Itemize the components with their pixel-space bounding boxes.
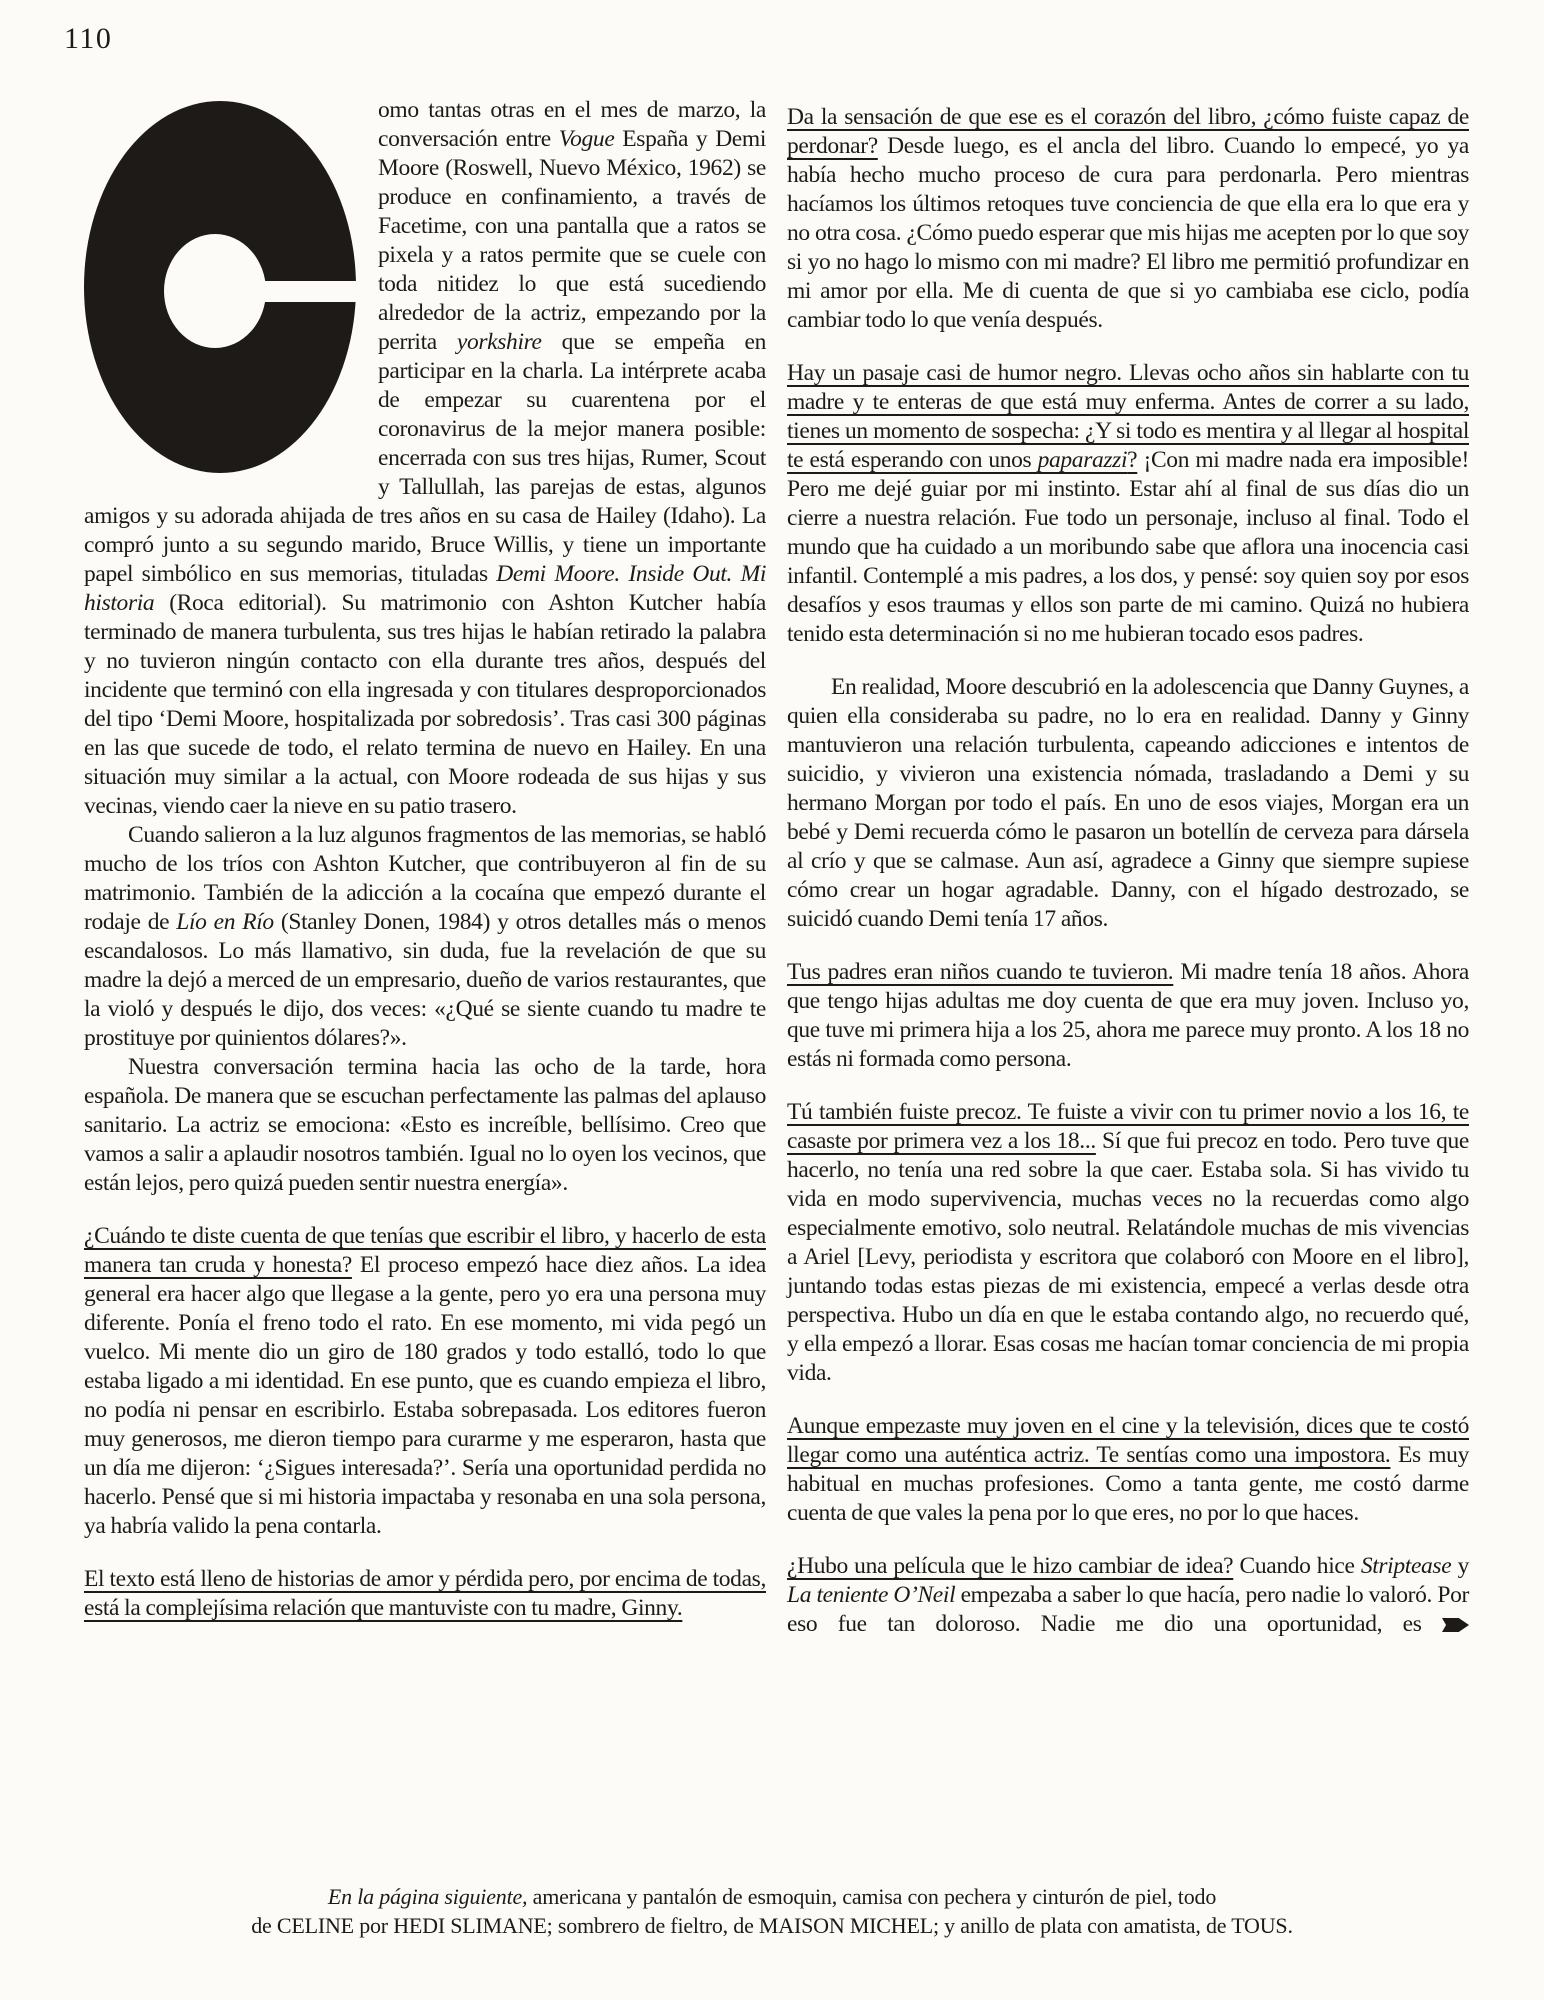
drop-cap-c-icon — [84, 101, 356, 473]
intro-paragraph — [84, 96, 766, 821]
continued-on-next-page-arrow-icon — [1442, 1618, 1469, 1632]
question-paragraph: El texto está lleno de historias de amor y pérdida pero, por encima de todas, está la complejísima relación que mantuviste con tu madre, Ginny. — [84, 1566, 766, 1621]
qa-paragraph: Tú también fuiste precoz. Te fuiste a vivir con tu primer novio a los 16, te casaste por primera vez a los 18... Sí que fui precoz en todo. Pero tuve que hacerlo, no tenía una red sobre la que caer. Estaba sola. Si has vivido tu vida en modo supervivencia, muchas veces no la recuerdas como algo especialmente emotivo, solo neutral. Relatándole muchas de mis vivencias a Ariel [Levy, periodista y escritora que colaboró con Moore en el libro], juntando todas estas piezas de mi existencia, empecé a verlas desde otra perspectiva. Hubo un día en que le estaba contando algo, no recuerdo qué, y ella empezó a llorar. Esas cosas me hacían tomar conciencia de mi propia vida. — [787, 1099, 1470, 1386]
qa-paragraph-continued — [787, 1552, 1469, 1639]
narration-paragraph: Nuestra conversación termina hacia las ocho de la tarde, hora española. De manera que se escuchan perfectamente las palmas del aplauso sanitario. La actriz se emociona: «Esto es increíble, bellísimo. Creo que vamos a salir a aplaudir nosotros también. Igual no lo oyen los vecinos, que están lejos, pero quizá pueden sentir nuestra energía». — [84, 1054, 766, 1196]
qa-paragraph: Tus padres eran niños cuando te tuvieron. Mi madre tenía 18 años. Ahora que tengo hijas adultas me doy cuenta de que era muy joven. Incluso yo, que tuve mi primera hija a los 25, ahora me parece muy pronto. A los 18 no estás ni formada como persona. — [787, 959, 1469, 1072]
qa-text: ¿Hubo una película que le hizo cambiar de idea? Cuando hice Striptease y La teniente O’Neil empezaba a saber lo que hacía, pero nadie lo valoró. Por eso fue tan doloroso. Nadie me dio una oportunidad, es — [787, 1553, 1469, 1637]
page-number: 110 — [64, 22, 113, 55]
narration-paragraph: En realidad, Moore descubrió en la adolescencia que Danny Guynes, a quien ella consideraba su padre, no lo era en realidad. Danny y Ginny mantuvieron una relación turbulenta, capeando adicciones e intentos de suicidio, y vivieron una existencia nómada, trasladando a Demi y su hermano Morgan por todo el país. En uno de esos viajes, Morgan era un bebé y Demi recuerda cómo le pasaron un botellín de cerveza para dársela al crío y que se calmase. Aun así, agradece a Ginny que siempre supiese cómo crear un hogar agradable. Danny, con el hígado destrozado, se suicidó cuando Demi tenía 17 años. — [787, 674, 1469, 932]
qa-paragraph: ¿Cuándo te diste cuenta de que tenías que escribir el libro, y hacerlo de esta manera tan cruda y honesta? El proceso empezó hace diez años. La idea general era hacer algo que llegase a la gente, pero yo era una persona muy diferente. Ponía el freno todo el rato. En ese momento, mi vida pegó un vuelco. Mi mente dio un giro de 180 grados y todo estalló, todo lo que estaba ligado a mi identidad. En ese punto, que es cuando empieza el libro, no podía ni pensar en escribirlo. Estaba sobrepasada. Los editores fueron muy generosos, me dieron tiempo para curarme y me esperaron, hasta que un día me dijeron: ‘¿Sigues interesada?’. Sería una oportunidad perdida no hacerlo. Pensé que si mi historia impactaba y resonaba en una sola persona, ya habría valido la pena contarla. — [84, 1223, 766, 1539]
photo-credit-caption — [0, 1882, 1544, 1940]
intro-text: omo tantas otras en el mes de marzo, la conversación entre Vogue España y Demi Moore (Roswell, Nuevo México, 1962) se produce en confinamiento, a través de Facetime, con una pantalla que a ratos se pixela y a ratos permite que se cuele con toda nitidez lo que está sucediendo alrededor de la actriz, empezando por la perrita yorkshire que se empeña en participar en la charla. La intérprete acaba de empezar su cuarentena por el coronavirus de la mejor manera posible: encerrada con sus tres hijas, Rumer, Scout y Tallullah, las parejas de estas, algunos amigos y su adorada ahijada de tres años en su casa de Hailey (Idaho). La compró junto a su segundo marido, Bruce Willis, y tiene un importante papel simbólico en sus memorias, tituladas Demi Moore. Inside Out. Mi historia (Roca editorial). Su matrimonio con Ashton Kutcher había terminado de manera turbulenta, sus tres hijas le habían retirado la palabra y no tuvieron ningún contacto con ella durante tres años, después del incidente que terminó con ella ingresada y con titulares desproporcionados del tipo ‘Demi Moore, hospitalizada por sobredosis’. Tras casi 300 páginas en las que sucede de todo, el relato termina de nuevo en Hailey. En una situación muy similar a la actual, con Moore rodeada de sus hijas y sus vecinas, viendo caer la nieve en su patio trasero. — [84, 97, 766, 819]
qa-paragraph: Aunque empezaste muy joven en el cine y la televisión, dices que te costó llegar como una auténtica actriz. Te sentías como una impostora. Es muy habitual en muchas profesiones. Como a tanta gente, me costó darme cuenta de que vales la pena por lo que eres, no por lo que haces. — [787, 1413, 1469, 1526]
qa-paragraph: Da la sensación de que ese es el corazón del libro, ¿cómo fuiste capaz de perdonar? Desde luego, es el ancla del libro. Cuando lo empecé, yo ya había hecho mucho proceso de cura para perdonarla. Pero mientras hacíamos los últimos retoques tuve conciencia de que ella era lo que era y no otra cosa. ¿Cómo puedo esperar que mis hijas me acepten por lo que soy si yo no hago lo mismo con mi madre? El libro me permitió profundizar en mi amor por ella. Me di cuenta de que si yo cambiaba ese ciclo, podía cambiar todo lo que venía después. — [787, 104, 1469, 333]
caption-line-1: En la página siguiente, americana y pantalón de esmoquin, camisa con pechera y cinturón de piel, todo — [327, 1884, 1217, 1909]
narration-paragraph: Cuando salieron a la luz algunos fragmentos de las memorias, se habló mucho de los tríos con Ashton Kutcher, que contribuyeron al fin de su matrimonio. También de la adicción a la cocaína que empezó durante el rodaje de Lío en Río (Stanley Donen, 1984) y otros detalles más o menos escandalosos. Lo más llamativo, sin duda, fue la revelación de que su madre la dejó a merced de un empresario, dueño de varios restaurantes, que la violó y después le dijo, dos veces: «¿Qué se siente cuando tu madre te prostituye por quinientos dólares?». — [84, 822, 766, 1051]
right-column — [787, 103, 1469, 1639]
caption-line-2: de CELINE por HEDI SLIMANE; sombrero de fieltro, de MAISON MICHEL; y anillo de plata con amatista, de TOUS. — [251, 1913, 1293, 1938]
qa-paragraph: Hay un pasaje casi de humor negro. Llevas ocho años sin hablarte con tu madre y te enteras de que está muy enferma. Antes de correr a su lado, tienes un momento de sospecha: ¿Y si todo es mentira y al llegar al hospital te está esperando con unos paparazzi? ¡Con mi madre nada era imposible! Pero me dejé guiar por mi instinto. Estar ahí al final de sus días dio un cierre a nuestra relación. Fue todo un personaje, incluso al final. Todo el mundo que ha cuidado a un moribundo sabe que aflora una inocencia casi infantil. Contemplé a mis padres, a los dos, y pensé: soy quien soy por esos desafíos y esos traumas y ellos son parte de mi camino. Quizá no hubiera tenido esta determinación si no me hubieran tocado esos padres. — [787, 360, 1469, 647]
left-column — [84, 96, 766, 1623]
